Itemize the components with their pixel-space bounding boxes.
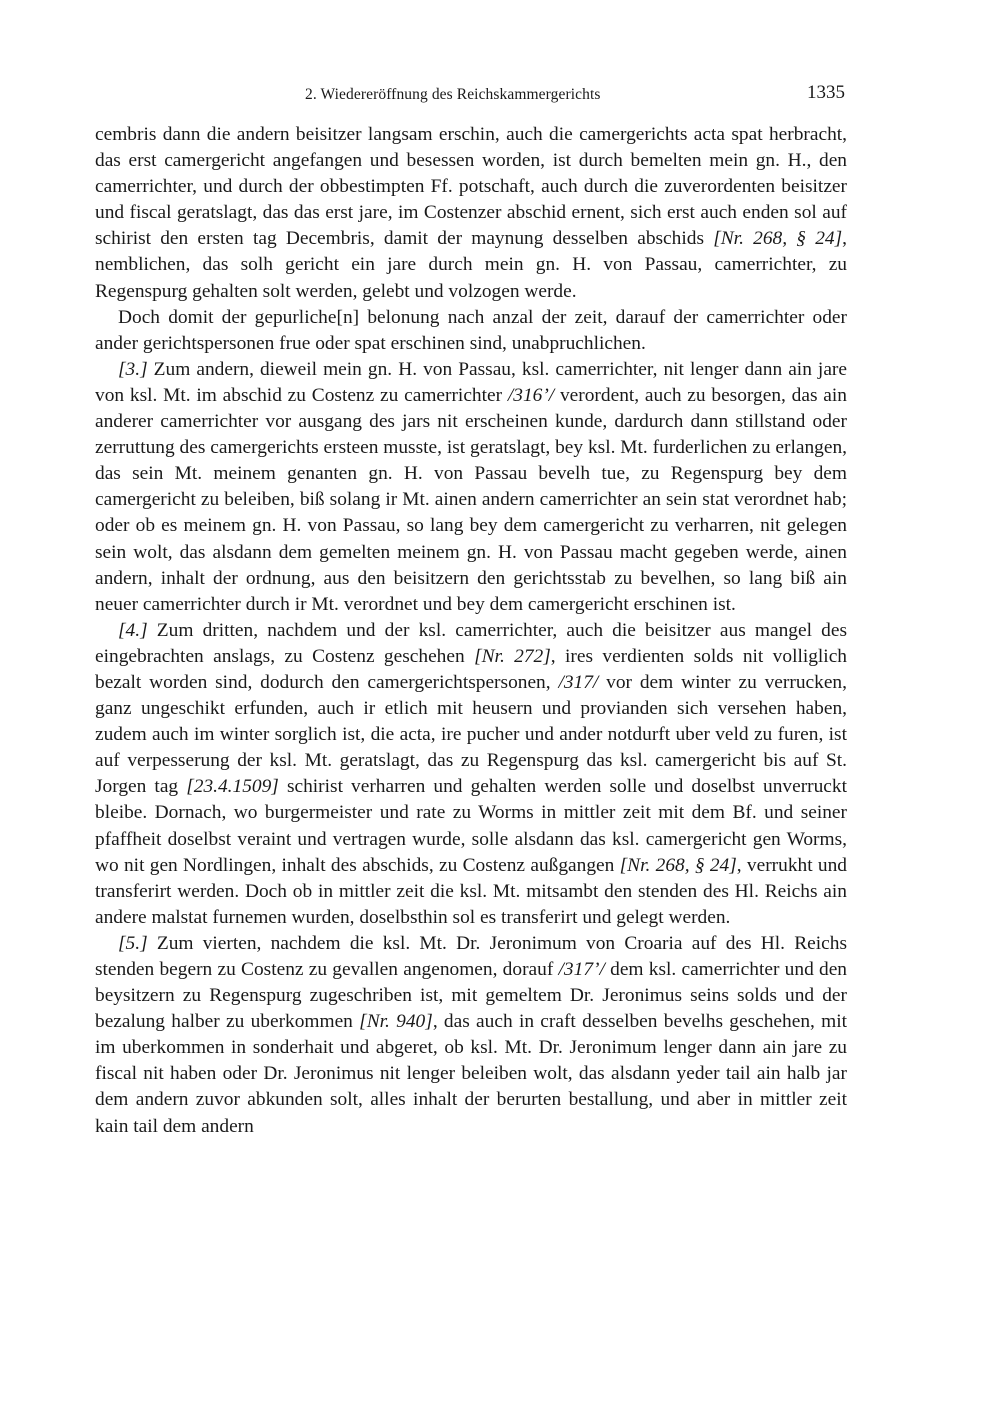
italic-reference: /317/: [558, 671, 599, 693]
text-run: , nemblichen, das solh gericht ein jare durch mein gn. H. von Passau, camerrichter, zu Regenspurg gehalten solt werden, gelebt und volzogen werde.: [95, 228, 847, 302]
page-number: 1335: [807, 82, 845, 103]
paragraph: [95, 357, 847, 618]
italic-reference: /316’/: [507, 384, 555, 406]
text-run: , verrukht und transferirt werden. Doch ob in mittler zeit die ksl. Mt. mitsambt den stenden des Hl. Reichs ain andere malstat furnemen wurden, doselbsthin sol es transferirt und gelegt werden.: [95, 854, 847, 928]
running-header: [95, 80, 847, 110]
paragraph: [95, 305, 847, 357]
italic-reference: [4.]: [118, 619, 148, 641]
italic-reference: [5.]: [118, 932, 148, 954]
italic-reference: [Nr. 268, § 24]: [713, 228, 843, 250]
italic-reference: [Nr. 940]: [359, 1011, 433, 1033]
paragraph: [95, 122, 847, 305]
paragraph: [95, 618, 847, 931]
body-text: [95, 122, 847, 1140]
text-run: , ires verdienten solds nit volliglich bezalt worden sind, dodurch den camergerichtspersonen,: [95, 645, 847, 693]
text-run: , das auch in craft desselben bevelhs geschehen, mit im uberkommen in sonderhait und abgeret, ob ksl. Mt. Dr. Jeronimum lenger dann ain jare zu fiscal nit haben oder Dr. Jeronimus nit lenger beleiben wolt, das alsdann yeder tail ain halb jar dem andern zuvor abkunden solt, alles inhalt der berurten bestallung, und aber in mittler zeit kain tail dem andern: [95, 1011, 847, 1137]
italic-reference: [3.]: [118, 358, 148, 380]
text-run: schirist verharren und gehalten werden solle und doselbst unverruckt bleibe. Dornach, wo burgermeister und rate zu Worms in mittler zeit mit dem Bf. und seiner pfaffheit doselbst veraint und vertragen wurde, solle alsdann das ksl. camergericht gen Worms, wo nit gen Nordlingen, inhalt des abschids, zu Costenz außgangen: [95, 776, 847, 876]
text-run: Zum dritten, nachdem und der ksl. camerrichter, auch die beisitzer aus mangel des eingebrachten anslags, zu Costenz geschehen: [95, 619, 847, 667]
text-run: Zum vierten, nachdem die ksl. Mt. Dr. Jeronimum von Croaria auf des Hl. Reichs stenden begern zu Costenz zu gevallen angenomen, dorauf: [95, 932, 847, 980]
text-run: Zum andern, dieweil mein gn. H. von Passau, ksl. camerrichter, nit lenger dann ain jare von ksl. Mt. im abschid zu Costenz zu camerrichter: [95, 358, 847, 406]
text-run: dem ksl. camerrichter und den beysitzern zu Regenspurg zugeschriben ist, mit gemeltem Dr. Jeronimus seins solds und der bezalung halber zu uberkommen: [95, 959, 848, 1033]
italic-reference: [Nr. 268, § 24]: [619, 854, 737, 876]
running-head-title: 2. Wiedereröffnung des Reichskammergerichts: [305, 86, 601, 103]
text-run: vor dem winter zu verrucken, ganz ungeschikt erfunden, auch ir etlich mit heusern und provianden sich versehen haben, zudem auch im winter sorglich ist, die acta, ire pucher und ander notdurft uber veld zu furen, ist auf verpesserung der ksl. Mt. geratslagt, das zu Regenspurg das ksl. camergericht bis auf St. Jorgen tag: [95, 671, 847, 798]
text-run: verordent, auch zu besorgen, das ain anderer camerrichter vor ausgang des jars nit erscheinen kunde, dardurch dann stillstand oder zerruttung des camergerichts ersteen musste, ist geratslagt, bey ksl. Mt. furderlichen zu erlangen, das sein Mt. meinem genanten gn. H. von Passau bevelh tue, zu Regenspurg bey dem camergericht zu beleiben, biß solang ir Mt. ainen andern camerrichter an sein stat verordnet hab; oder ob es meinem gn. H. von Passau, so lang bey dem camergericht zu verharren, nit gelegen sein wolt, das alsdann dem gemelten meinem gn. H. von Passau macht gegeben werde, ainen andern, inhalt der ordnung, aus den beisitzern den gerichtsstab zu bevelhen, so lang biß ain neuer camerrichter durch ir Mt. verordnet und bey dem camergericht erschinen ist.: [95, 384, 847, 615]
italic-reference: [23.4.1509]: [186, 776, 279, 798]
text-run: cembris dann die andern beisitzer langsam erschin, auch die camergerichts acta spat herbracht, das erst camergericht angefangen und besessen worden, ist durch bemelten mein gn. H., den camerrichter, und durch der obbestimpten Ff. potschaft, auch durch die zuverordenten beisitzer und fiscal geratslagt, das das erst jare, im Costenzer abschid ernent, sich erst auch enden sol auf schirist den ersten tag Decembris, damit der maynung desselben abschids: [95, 124, 847, 250]
paragraph: [95, 931, 847, 1140]
italic-reference: /317’/: [558, 959, 605, 980]
italic-reference: [Nr. 272]: [474, 645, 551, 667]
text-run: Doch domit der gepurliche[n] belonung nach anzal der zeit, darauf der camerrichter oder ander gerichtspersonen frue oder spat erschinen sind, unabpruchlichen.: [95, 306, 847, 354]
